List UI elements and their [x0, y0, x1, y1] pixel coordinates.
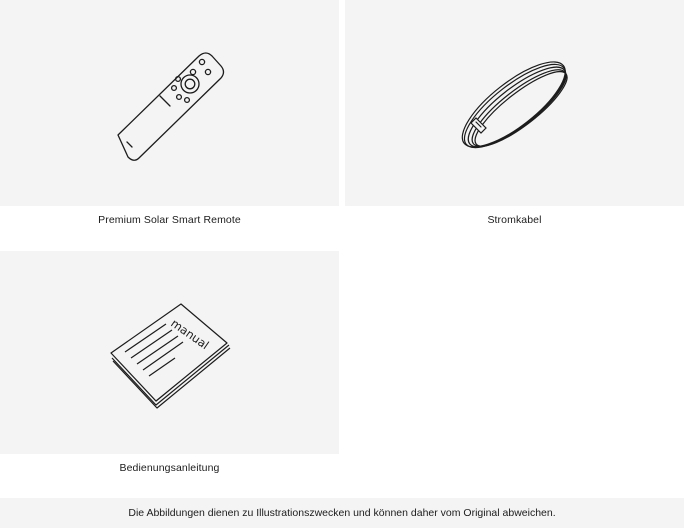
remote-control-icon	[0, 0, 339, 206]
product-image-cable	[345, 0, 684, 206]
product-image-remote	[0, 0, 339, 206]
product-image-manual	[0, 251, 339, 454]
manual-icon	[0, 251, 339, 454]
item-label-manual: Bedienungsanleitung	[119, 462, 220, 474]
power-cable-icon	[345, 0, 684, 206]
disclaimer-bar	[0, 498, 684, 528]
item-label-cable: Stromkabel	[487, 214, 542, 226]
disclaimer-text: Die Abbildungen dienen zu Illustrationszwecken und können daher vom Original abweichen.	[128, 507, 556, 519]
item-label-remote: Premium Solar Smart Remote	[98, 214, 241, 226]
manual-cover-text: manual	[168, 315, 212, 353]
